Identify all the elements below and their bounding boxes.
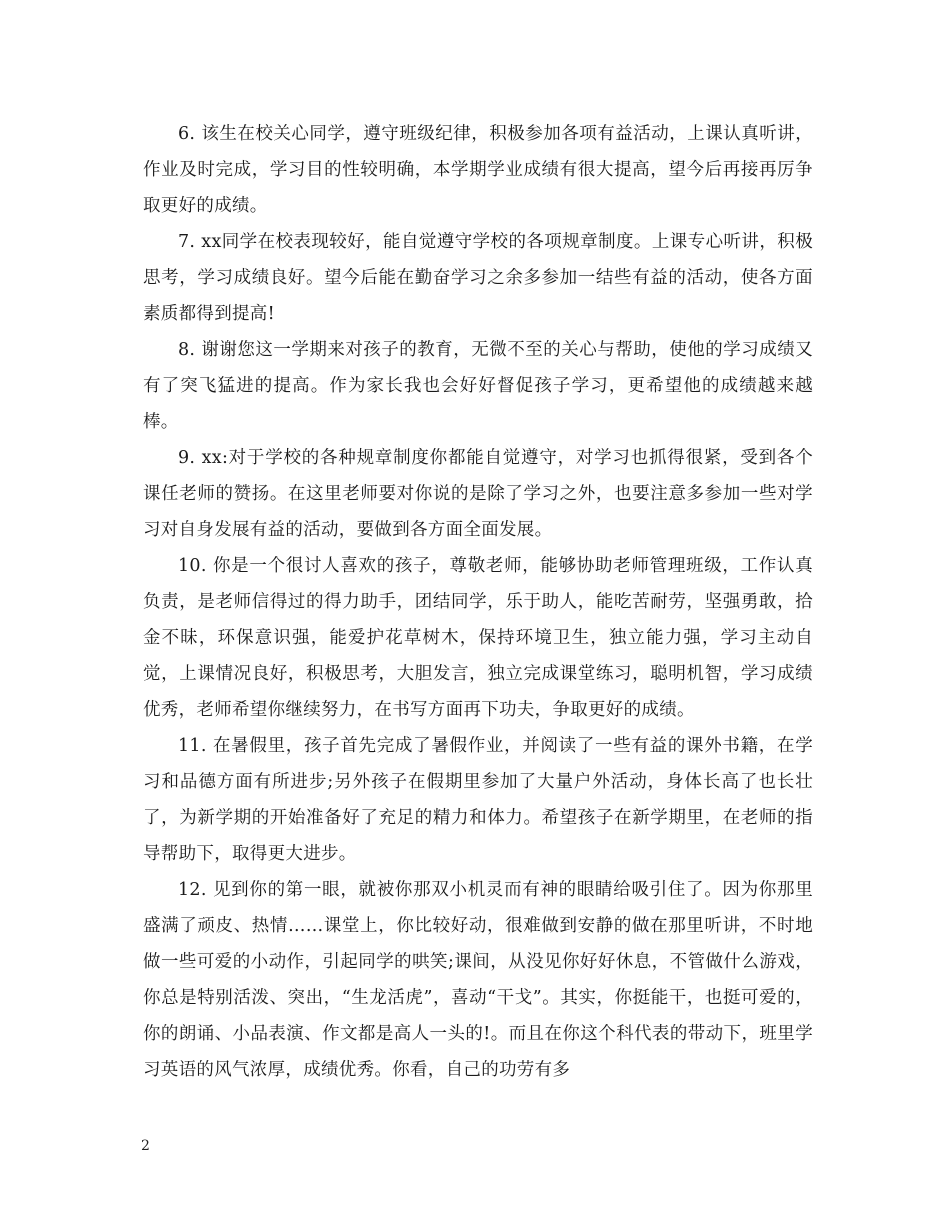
paragraph-9: 9. xx:对于学校的各种规章制度你都能自觉遵守，对学习也抓得很紧，受到各个课任老师的赞扬。在这里老师要对你说的是除了学习之外，也要注意多参加一些对学习对自身发展有益的活动，要做到各方面全面发展。	[143, 448, 813, 540]
paragraph-12: 12. 见到你的第一眼，就被你那双小机灵而有神的眼睛给吸引住了。因为你那里盛满了顽皮、热情……课堂上，你比较好动，很难做到安静的做在那里听讲，不时地做一些可爱的小动作，引起同学的哄笑;课间，从没见你好好休息，不管做什么游戏，你总是特别活泼、突出，“生龙活虎”，喜动“干戈”。其实，你挺能干，也挺可爱的，你的朗诵、小品表演、作文都是高人一头的!。而且在你这个科代表的带动下，班里学习英语的风气浓厚，成绩优秀。你看，自己的功劳有多	[143, 880, 813, 1080]
paragraph-11: 11. 在暑假里，孩子首先完成了暑假作业，并阅读了一些有益的课外书籍，在学习和品德方面有所进步;另外孩子在假期里参加了大量户外活动，身体长高了也长壮了，为新学期的开始准备好了充足的精力和体力。希望孩子在新学期里，在老师的指导帮助下，取得更大进步。	[143, 736, 813, 864]
paragraph-7: 7. xx同学在校表现较好，能自觉遵守学校的各项规章制度。上课专心听讲，积极思考，学习成绩良好。望今后能在勤奋学习之余多参加一结些有益的活动，使各方面素质都得到提高!	[143, 232, 813, 324]
paragraph-8: 8. 谢谢您这一学期来对孩子的教育，无微不至的关心与帮助，使他的学习成绩又有了突飞猛进的提高。作为家长我也会好好督促孩子学习，更希望他的成绩越来越棒。	[143, 340, 813, 432]
document-body	[143, 116, 813, 1088]
page-number: 2	[141, 1138, 150, 1154]
paragraph-6: 6. 该生在校关心同学，遵守班级纪律，积极参加各项有益活动，上课认真听讲，作业及时完成，学习目的性较明确，本学期学业成绩有很大提高，望今后再接再厉争取更好的成绩。	[143, 124, 813, 216]
paragraph-10: 10. 你是一个很讨人喜欢的孩子，尊敬老师，能够协助老师管理班级，工作认真负责，是老师信得过的得力助手，团结同学，乐于助人，能吃苦耐劳，坚强勇敢，拾金不昧，环保意识强，能爱护花草树木，保持环境卫生，独立能力强，学习主动自觉，上课情况良好，积极思考，大胆发言，独立完成课堂练习，聪明机智，学习成绩优秀，老师希望你继续努力，在书写方面再下功夫，争取更好的成绩。	[143, 556, 813, 720]
